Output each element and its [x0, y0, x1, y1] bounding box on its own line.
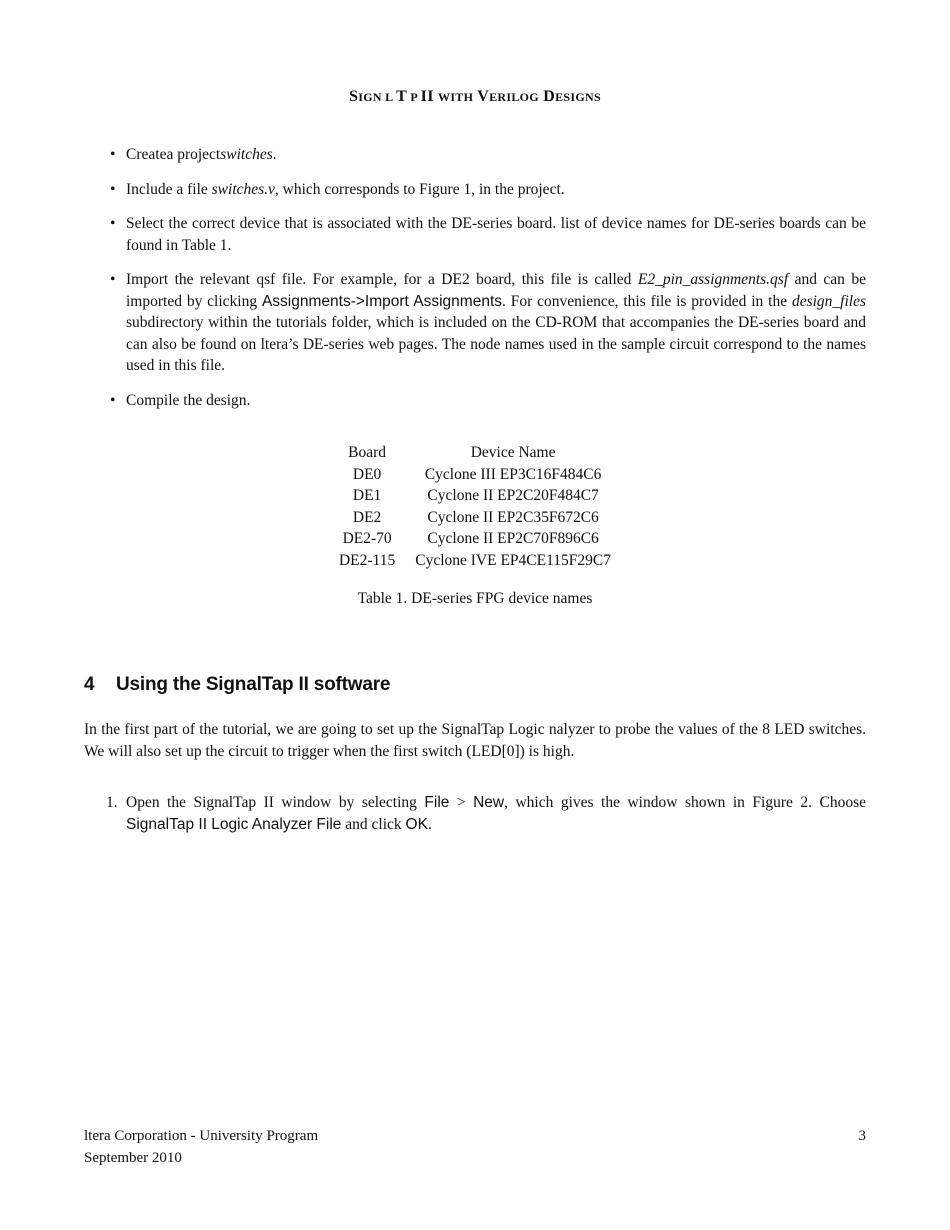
ok-label: OK — [405, 815, 428, 833]
step-text: Open the SignalTap II window by selecting — [126, 794, 425, 811]
menu-path-assignments: Assignments->Import Assignments — [261, 292, 503, 310]
bullet-item-select-device — [110, 213, 866, 256]
steps-list — [106, 792, 866, 835]
running-head-part: WITH — [438, 90, 474, 104]
step-text: , which gives the window shown in Figure 2. Choose — [504, 794, 866, 811]
running-head-part: T — [396, 88, 408, 105]
bullet-item-compile — [110, 390, 866, 412]
table-caption: Table 1. DE-series FPG device names — [357, 590, 593, 607]
qsf-file-name: E2_pin_assignments.qsf — [637, 271, 789, 288]
table-row — [329, 485, 621, 507]
file-name: switches.v — [211, 180, 275, 198]
board-cell: DE2-70 — [342, 530, 392, 547]
footer-date: September 2010 — [84, 1149, 182, 1166]
bullet-text: Import the relevant qsf file. For example, for a DE2 board, this file is called — [126, 271, 638, 288]
bullet-text: . — [272, 146, 277, 163]
running-head-part: D — [538, 88, 556, 105]
page-number: 3 — [858, 1128, 866, 1144]
bullet-glyph: • — [110, 180, 116, 198]
bullet-glyph: • — [110, 215, 116, 232]
device-cell: Cyclone III EP3C16F484C6 — [424, 465, 602, 483]
bullet-glyph: • — [110, 391, 116, 409]
device-cell: Cyclone II EP2C70F896C6 — [427, 530, 599, 547]
device-cell: Cyclone II EP2C35F672C6 — [427, 508, 599, 526]
column-header-board: Board — [348, 444, 387, 461]
bullet-glyph: • — [110, 146, 116, 163]
intro-paragraph: In the first part of the tutorial, we are going to set up the SignalTap Logic nalyzer to probe the values of the 8 LED switches. We will also set up the circuit to trigger when the first switch (LED[0]) is high. — [84, 721, 866, 760]
directory-name: design_files — [791, 292, 867, 310]
step-text: and click — [341, 815, 406, 833]
bullet-text: Createa project — [126, 146, 221, 163]
project-name: switches — [220, 146, 273, 163]
running-head-part: ESIGNS — [555, 90, 601, 104]
bullet-item-include-file — [110, 179, 866, 201]
device-table-container — [0, 442, 950, 571]
menu-item-file: File — [424, 794, 450, 811]
bullet-text: , which corresponds to Figure 1, in the project. — [274, 180, 565, 198]
menu-item-new: New — [473, 794, 505, 811]
section-title: Using the SignalTap II software — [116, 674, 391, 695]
bullet-item-create-project — [110, 144, 866, 166]
page-footer — [84, 1126, 866, 1169]
device-cell: Cyclone II EP2C20F484C7 — [427, 487, 599, 504]
running-head-part: V — [473, 88, 490, 105]
device-cell: Cyclone IVE EP4CE115F29C7 — [415, 551, 611, 569]
step-text: . — [427, 815, 432, 833]
bullet-text: Include a file — [126, 180, 212, 198]
table-header-row — [329, 442, 621, 464]
running-head — [0, 88, 950, 106]
section-number: 4 — [84, 674, 95, 695]
section-heading — [84, 674, 390, 696]
table-row — [329, 464, 621, 486]
bullet-text: Select the correct device that is associated with the DE-series board. list of device names for DE-series boards can be found in Table 1. — [126, 215, 866, 254]
running-head-part: S — [349, 88, 359, 105]
bullet-glyph: • — [110, 271, 116, 288]
step-number: 1. — [106, 794, 118, 811]
table-row — [329, 528, 621, 550]
bullet-text: . For convenience, this file is provided in the — [502, 292, 792, 310]
board-cell: DE2 — [352, 508, 382, 526]
board-cell: DE0 — [352, 465, 382, 483]
bullet-text: subdirectory within the tutorials folder, which is included on the CD-ROM that accompanies the DE-series board and can also be found on ltera’s DE-series web pages. The node names used in the sample circuit correspond to the names used in this file. — [126, 314, 866, 374]
column-header-device-name: Device Name — [470, 444, 556, 461]
bullet-text: Compile the design. — [126, 391, 251, 409]
table-row — [329, 507, 621, 529]
running-head-part: II — [420, 88, 439, 105]
file-type-option: SignalTap II Logic Analyzer File — [126, 815, 342, 833]
step-item-open-signaltap — [106, 792, 866, 835]
running-head-part: IGN — [358, 90, 382, 104]
footer-organization: ltera Corporation - University Program — [84, 1128, 319, 1144]
step-text: > — [449, 794, 474, 811]
running-head-part: L — [381, 90, 397, 104]
bullet-text: and can be imported by clicking — [126, 271, 866, 310]
bullet-item-import-qsf — [110, 269, 866, 377]
device-table — [329, 442, 621, 571]
running-head-part: P — [407, 90, 421, 104]
instruction-bullet-list — [110, 144, 866, 424]
board-cell: DE2-115 — [338, 551, 396, 569]
board-cell: DE1 — [352, 487, 382, 504]
table-row — [329, 550, 621, 572]
running-head-part: ERILOG — [489, 90, 539, 104]
